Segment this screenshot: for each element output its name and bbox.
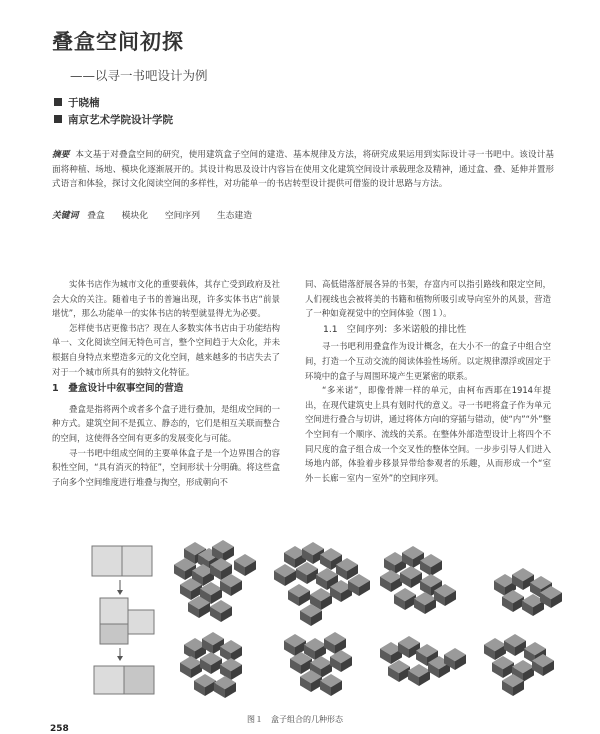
page-subtitle: ——以寻一书吧设计为例 [70, 68, 208, 83]
keyword: 叠盒 [87, 211, 105, 221]
paragraph: 实体书店作为城市文化的重要载体，其存亡受到政府及社会大众的关注。随着电子书的普遍出现，许多实体书店“前景堪忧”，那么功能单一的实体书店的转型就显得尤为必要。 [52, 279, 280, 319]
paragraph: 寻一书吧中组成空间的主要单体盒子是一个边界围合的容积性空间，“具有消灭的特征”，空间形状十分明确。将这些盒子向多个空间维度进行堆叠与掏空，形成朝向不 [52, 447, 280, 487]
author-name [54, 95, 100, 110]
abstract-text: 本文基于对叠盒空间的研究，使用建筑盒子空间的建造、基本规律及方法，将研究成果运用到实际设计寻一书吧中。该设计基面将种植、场地、模块化逐渐展开的。其设计构思及设计内容旨在使用文化建筑空间设计承载理念及精神，通过盒、叠、延伸并置形式语言和体验，探讨文化阅读空间的多样性，对功能单一的书店转型设计提供可借鉴的设计思路与方法。 [52, 150, 554, 189]
paragraph: 同、高低错落舒展各异的书架，存富内可以指引路线和限定空间，人们视线也会被将美的书籍和植物所吸引或导向室外的风景，营造了一种如竟视觉中的空间体验（图１）。 [305, 279, 551, 319]
paragraph: 叠盒是指将两个或者多个盒子进行叠加，是组成空间的一种方式。建筑空间不是孤立、静态的，它们是相互关联而整合的空间，这使得各空间有更多的发展变化与可能。 [52, 403, 280, 443]
body-left-column [52, 277, 280, 489]
subsection-heading: 1.1 空间序列：多米诺般的排比性 [323, 323, 467, 335]
box-cluster-render [274, 542, 370, 626]
abstract [52, 148, 554, 192]
author-affiliation [54, 112, 173, 127]
body-right-column [305, 277, 551, 485]
box-cluster-render [484, 634, 554, 696]
abstract-label: 摘要 [52, 150, 70, 160]
paragraph: 怎样使书店更像书店？现在人多数实体书店由于功能结构单一、文化阅读空间无特色可言，整个空间趋于大众化，并未根据自身特点来塑造多元的文化空间，越来越多的书店失去了对于一个城市所具有的独特文化特征。 [52, 322, 280, 377]
keywords-label: 关键词 [52, 211, 79, 221]
box-cluster-render [284, 632, 352, 696]
figure-box-combinations [84, 538, 584, 708]
bullet-square-icon [54, 115, 62, 123]
box-cluster-render [174, 540, 256, 622]
keyword: 模块化 [121, 211, 149, 221]
author-name-text: 于晓楠 [68, 97, 100, 109]
page-title: 叠盒空间初探 [52, 30, 184, 54]
paragraph: “多米诺”，即像骨牌一样的单元，由柯布西耶在1914年提出，在现代建筑史上具有划时代的意义。寻一书吧将盒子作为单元空间进行叠合与切讲，通过将体方向Ⅰ的穿插与错动，使“内”“外”整个空间有一个顺序、流线的关系。在整体外部造型设计上将四个不同尺度的盒子组合成一个交叉性的整体空间。一步步引导人们进入场地内部，体验着步移景异带给参观者的乐趣，从而形成一个“室外－长廊－室内－室外”的空间序列。 [305, 385, 551, 483]
schematic-diagrams [92, 546, 154, 694]
box-cluster-render [380, 546, 456, 614]
keyword: 空间序列 [164, 211, 201, 221]
box-cluster-render [180, 632, 242, 698]
page-number: 258 [50, 724, 69, 734]
keywords [52, 208, 266, 221]
paragraph: 寻一书吧利用叠盒作为设计概念，在大小不一的盒子中组合空间，打造一个互动交流的阅读体验性场所。以定规律漂浮或固定于环境中的盒子与周围环境产生更紧密的联系。 [305, 341, 551, 381]
section-heading: 1 叠盒设计中叙事空间的营造 [52, 383, 184, 395]
keyword: 生态建造 [216, 211, 253, 221]
box-cluster-render [494, 568, 562, 616]
figure-caption: 图１ 盒子组合的几种形态 [247, 715, 343, 724]
box-cluster-render [380, 636, 466, 686]
author-affiliation-text: 南京艺术学院设计学院 [68, 114, 173, 126]
bullet-square-icon [54, 98, 62, 106]
